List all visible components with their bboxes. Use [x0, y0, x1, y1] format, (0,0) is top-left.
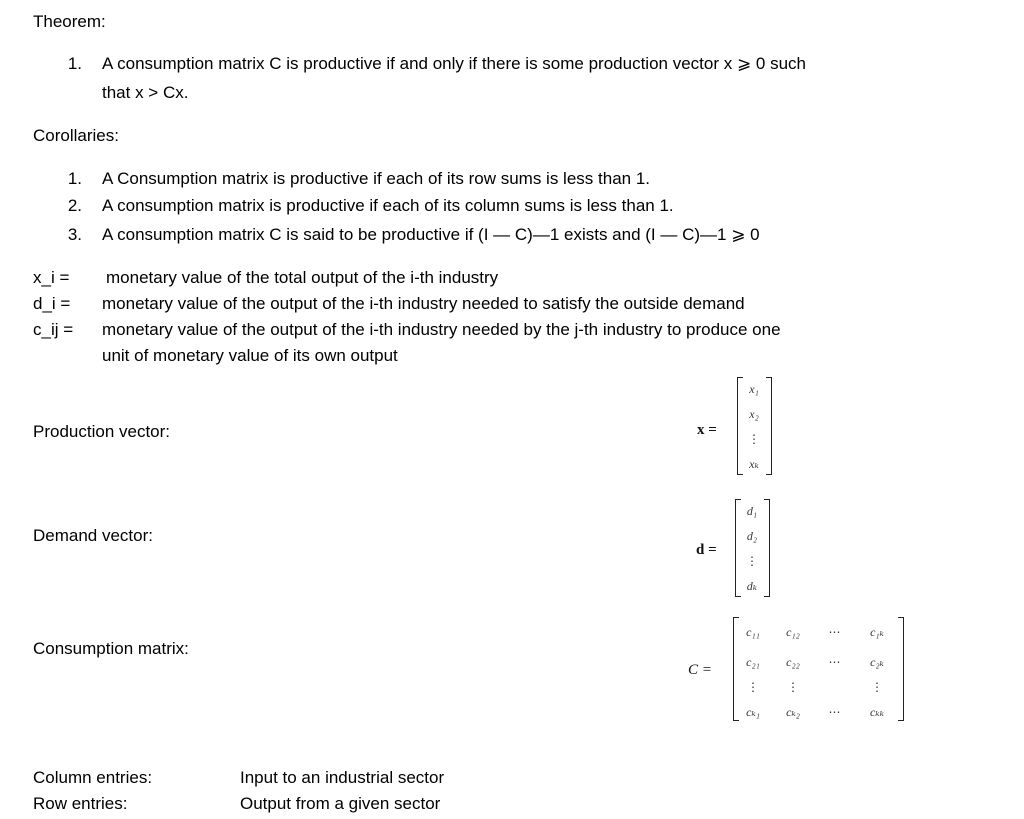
matrix-cell: c₂₂ [786, 655, 800, 669]
consumption-matrix-symbol: C = [688, 662, 712, 678]
matrix-cell: ⋯ [828, 705, 842, 719]
definition-text-continued: unit of monetary value of its own output [102, 346, 398, 365]
vector-entry: d₁ [746, 504, 758, 518]
matrix-cell: ⋯ [828, 625, 842, 639]
row-entries-value: Output from a given sector [240, 794, 441, 813]
corollary-number: 2. [67, 196, 82, 215]
matrix-cell: c₁ₖ [870, 625, 884, 639]
theorem-heading: Theorem: [33, 12, 106, 31]
right-bracket [898, 617, 904, 721]
theorem-item-text: A consumption matrix C is productive if and only if there is some production vector x ⩾ 0 such [102, 54, 807, 73]
corollary-number: 3. [67, 225, 82, 244]
production-vector-label: Production vector: [33, 422, 171, 441]
matrix-cell: ⋮ [747, 680, 759, 694]
vector-entry: xₖ [749, 457, 759, 471]
matrix-cell: c₂ₖ [870, 655, 884, 669]
demand-vector-symbol: d = [696, 542, 717, 558]
vector-entry: x₂ [749, 407, 759, 421]
definition-term: d_i = [33, 294, 71, 313]
consumption-matrix-label: Consumption matrix: [33, 639, 189, 658]
vector-entry: x₁ [749, 382, 759, 396]
production-vector-symbol: x = [697, 422, 717, 438]
demand-vector-label: Demand vector: [33, 526, 153, 545]
consumption-matrix [734, 617, 902, 721]
theorem-item-text-continued: that x > Cx. [102, 83, 189, 102]
vector-entry: dₖ [746, 579, 758, 593]
corollary-text: A Consumption matrix is productive if each of its row sums is less than 1. [102, 169, 651, 188]
column-entries-value: Input to an industrial sector [240, 768, 445, 787]
corollary-text: A consumption matrix is productive if each of its column sums is less than 1. [102, 196, 674, 215]
column-entries-label: Column entries: [33, 768, 153, 787]
vector-entry: ⋮ [746, 554, 758, 568]
production-vector-matrix [738, 377, 770, 475]
matrix-cell: cₖ₁ [746, 705, 760, 719]
corollaries-heading: Corollaries: [33, 126, 119, 145]
matrix-cell: ⋯ [828, 655, 842, 669]
matrix-cell: c₂₁ [746, 655, 760, 669]
matrix-cell: ⋮ [871, 680, 883, 694]
matrix-cell: cₖₖ [869, 705, 885, 719]
left-bracket [733, 617, 739, 721]
definition-term: x_i = [33, 268, 70, 287]
matrix-cell: c₁₂ [786, 625, 800, 639]
matrix-cell: c₁₁ [746, 625, 760, 639]
demand-vector-matrix [736, 499, 768, 597]
corollary-number: 1. [67, 169, 82, 188]
definition-text: monetary value of the total output of the i-th industry [106, 268, 499, 287]
matrix-cell: ⋮ [787, 680, 799, 694]
definition-text: monetary value of the output of the i-th industry needed to satisfy the outside demand [102, 294, 745, 313]
vector-entry: ⋮ [748, 432, 760, 446]
matrix-cell: cₖ₂ [786, 705, 800, 719]
vector-entry: d₂ [746, 529, 758, 543]
corollary-text: A consumption matrix C is said to be productive if (I — C)—1 exists and (I — C)—1 ⩾ 0 [102, 225, 760, 244]
definition-text: monetary value of the output of the i-th industry needed by the j-th industry to produce one [102, 320, 781, 339]
row-entries-label: Row entries: [33, 794, 128, 813]
definition-term: c_ij = [33, 320, 74, 339]
theorem-item-number: 1. [67, 54, 82, 73]
